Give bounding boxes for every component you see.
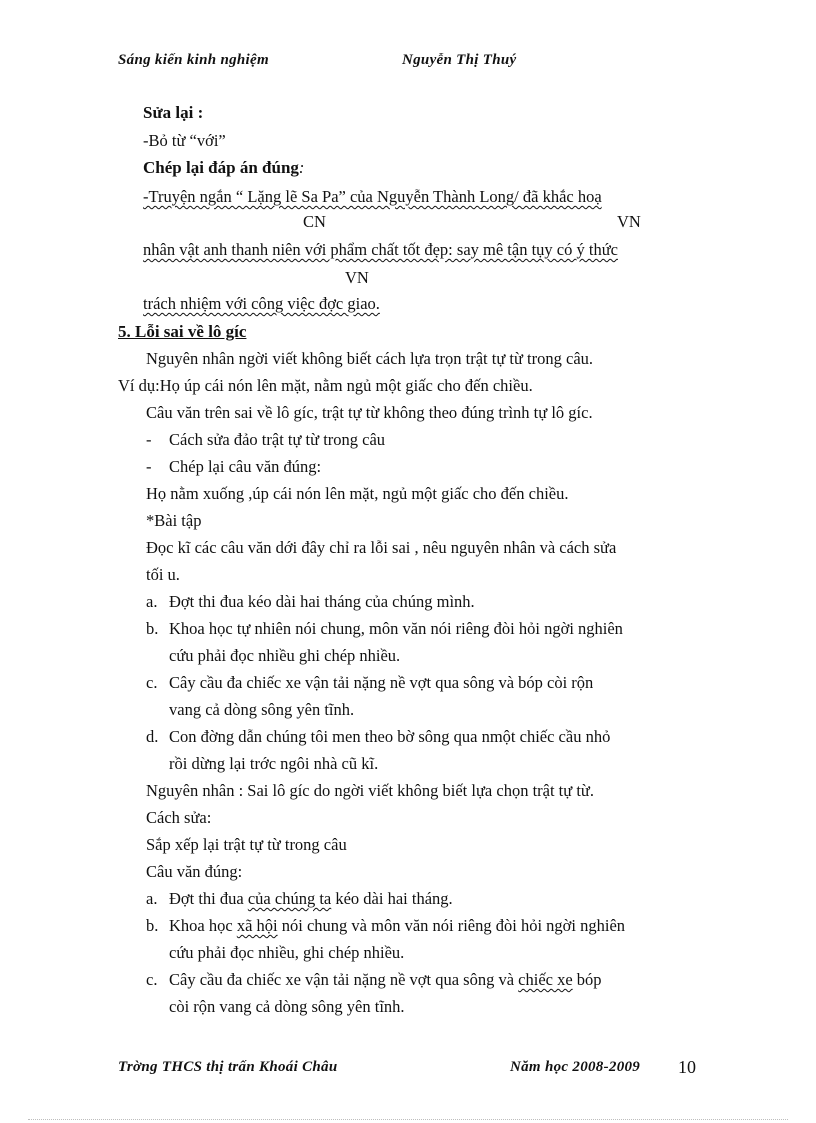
answer-c-underlined: chiếc xe — [518, 970, 573, 989]
header-left: Sáng kiến kinh nghiệm — [118, 52, 269, 68]
bullet-text-2: Chép lại câu văn đúng: — [169, 457, 322, 476]
answer-b-pre: Khoa học — [169, 916, 237, 935]
item-a-label: a. — [146, 592, 158, 611]
fix-title: Cách sửa: — [146, 808, 212, 827]
item-c-line-2: vang cả dòng sông yên tĩnh. — [169, 700, 355, 719]
exercise-line-1: Đọc kĩ các câu văn dới đây chỉ ra lỗi sai , nêu nguyên nhân và cách sửa — [146, 538, 617, 557]
bullet-text-1: Cách sửa đảo trật tự từ trong câu — [169, 430, 386, 449]
section-p3: Câu văn trên sai về lô gíc, trật tự từ không theo đúng trình tự lô gíc. — [146, 403, 593, 422]
section-p1: Nguyên nhân ngời viết không biết cách lựa trọn trật tự từ trong câu. — [146, 349, 594, 368]
answer-a-underlined: của chúng ta — [247, 889, 332, 908]
correction-line-2: nhân vật anh thanh niên với phẩm chất tốt đẹp: say mê tận tụy có ý thức — [143, 240, 618, 259]
bullet-dash-1: - — [146, 430, 152, 449]
item-d-line-2: rồi dừng lại trớc ngôi nhà cũ kĩ. — [169, 754, 379, 773]
item-b-line-2: cứu phải đọc nhiều ghi chép nhiều. — [169, 646, 401, 665]
answer-c-line-2: còi rộn vang cả dòng sông yên tĩnh. — [169, 997, 405, 1016]
page-number: 10 — [678, 1057, 696, 1077]
header-right: Nguyễn Thị Thuý — [402, 52, 517, 68]
answer-c — [169, 970, 602, 990]
footer-year: Năm học 2008-2009 — [510, 1059, 641, 1075]
cause-text: Nguyên nhân : Sai lô gíc do ngời viết không biết lựa chọn trật tự từ. — [146, 781, 594, 800]
exercise-title: *Bài tập — [146, 511, 202, 530]
answer-a-post: kéo dài hai tháng. — [331, 889, 453, 908]
tag-vn-2: VN — [345, 268, 369, 287]
fix-text: Sắp xếp lại trật tự từ trong câu — [146, 835, 347, 854]
bullet-dash-2: - — [146, 457, 152, 476]
item-c-line-1: Cây cầu đa chiếc xe vận tải nặng nề vợt qua sông và bóp còi rộn — [169, 673, 594, 692]
correction-line-1: -Truyện ngắn “ Lặng lẽ Sa Pa” của Nguyễn Thành Long/ đã khắc hoạ — [143, 187, 602, 206]
item-d-label: d. — [146, 727, 159, 746]
item-b-label: b. — [146, 619, 159, 638]
correction-copy-colon: : — [298, 158, 305, 177]
item-a-line-1: Đợt thi đua kéo dài hai tháng của chúng mình. — [169, 592, 475, 611]
answer-b-underlined: xã hội — [236, 916, 278, 935]
item-d-line-1: Con đờng dẫn chúng tôi men theo bờ sông qua nmột chiếc cầu nhỏ — [169, 727, 611, 746]
section-p4: Họ nằm xuống ,úp cái nón lên mặt, ngủ một giấc cho đến chiều. — [146, 484, 569, 503]
exercise-line-2: tối u. — [146, 565, 180, 584]
tag-vn-1: VN — [617, 212, 641, 231]
answer-a-pre: Đợt thi đua — [169, 889, 248, 908]
page-bottom-divider — [28, 1119, 788, 1120]
item-c-label: c. — [146, 673, 158, 692]
answer-c-pre: Cây cầu đa chiếc xe vận tải nặng nề vợt qua sông và — [169, 970, 519, 989]
tag-cn: CN — [303, 212, 326, 231]
footer-school: Trờng THCS thị trấn Khoái Châu — [118, 1059, 338, 1075]
section-heading: 5. Lỗi sai về lô gíc — [118, 322, 247, 341]
answer-a — [169, 889, 453, 909]
answer-b-line-2: cứu phải đọc nhiều, ghi chép nhiều. — [169, 943, 405, 962]
section-p2: Ví dụ:Họ úp cái nón lên mặt, nằm ngủ một giấc cho đến chiều. — [118, 376, 533, 395]
answer-c-post: bóp — [572, 970, 602, 989]
answer-b-label: b. — [146, 916, 159, 935]
answer-a-label: a. — [146, 889, 158, 908]
correction-line-3: trách nhiệm với công việc đợc giao. — [143, 294, 380, 313]
correction-copy-title: Chép lại đáp án đúng — [143, 158, 299, 177]
item-b-line-1: Khoa học tự nhiên nói chung, môn văn nói riêng đòi hỏi ngời nghiên — [169, 619, 623, 638]
correct-title: Câu văn đúng: — [146, 862, 243, 881]
answer-b — [169, 916, 625, 936]
correction-remove: -Bỏ từ “với” — [143, 131, 226, 150]
correction-title: Sửa lại : — [143, 103, 204, 122]
answer-c-label: c. — [146, 970, 158, 989]
correction-copy-heading — [143, 158, 304, 178]
answer-b-post: nói chung và môn văn nói riêng đòi hỏi ngời nghiên — [277, 916, 626, 935]
